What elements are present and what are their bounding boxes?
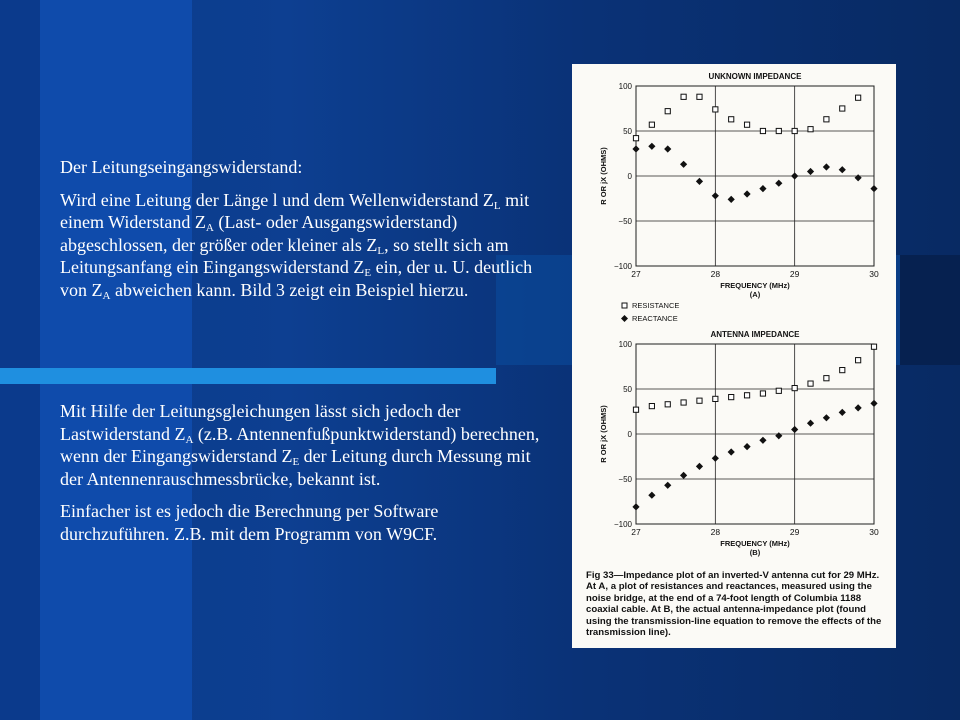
legend-resistance-label: RESISTANCE — [632, 301, 680, 310]
impedance-charts — [572, 64, 896, 564]
chart1-ytick-label: 0 — [627, 172, 632, 181]
chart2-reactance-point — [664, 482, 671, 489]
chart1-ylabel: R OR jX (OHMS) — [599, 147, 608, 205]
chart2-ytick-label: 0 — [627, 430, 632, 439]
chart1-resistance-point — [808, 127, 813, 132]
chart2-xtick-label: 28 — [710, 527, 721, 537]
chart2-resistance-point — [744, 393, 749, 398]
chart1-sublabel: (A) — [749, 290, 761, 299]
chart1-reactance-point — [759, 185, 766, 192]
chart1-reactance-point — [839, 166, 846, 173]
chart2-xtick-label: 30 — [869, 527, 879, 537]
chart1-reactance-point — [680, 161, 687, 168]
chart1-resistance-point — [681, 94, 686, 99]
chart1-resistance-point — [649, 122, 654, 127]
paragraph-2: Mit Hilfe der Leitungsgleichungen lässt sich jedoch der Lastwiderstand $Z_A$ (z.B. Antennenfußpunktwiderstand) berechnen, wenn der Eingangswiderstand $Z_E$ der Leitung durch Messung mit der Antennenrauschmessbrücke, bekannt ist. — [60, 401, 540, 489]
chart1-resistance-point — [697, 94, 702, 99]
impedance-figure — [572, 64, 896, 648]
chart1-xtick-label: 27 — [631, 269, 641, 279]
chart2-ytick-label: −50 — [618, 475, 632, 484]
chart2-reactance-point — [680, 472, 687, 479]
chart2-reactance-point — [807, 420, 814, 427]
chart1-resistance-point — [744, 122, 749, 127]
text-block-intro — [60, 156, 550, 311]
chart1-resistance-point — [824, 117, 829, 122]
chart1-reactance-point — [712, 192, 719, 199]
chart2-resistance-point — [824, 376, 829, 381]
chart1-xlabel: FREQUENCY (MHz) — [720, 281, 790, 290]
chart2-reactance-point — [648, 492, 655, 499]
paragraph-1: Wird eine Leitung der Länge l und dem Wellenwiderstand $Z_L$ mit einem Widerstand $Z_A$ (Last- oder Ausgangswiderstand) abgeschlossen, der größer oder kleiner als $Z_L$, so stellt sich am Leitungsanfang ein Eingangswiderstand $Z_E$ ein, der u. U. deutlich von $Z_A$ abweichen kann. Bild 3 zeigt ein Beispiel hierzu. — [60, 189, 533, 302]
chart2-resistance-point — [713, 396, 718, 401]
chart1-ytick-label: 50 — [623, 127, 632, 136]
chart1-ytick-label: −100 — [613, 262, 632, 271]
chart2-resistance-point — [697, 398, 702, 403]
chart1-resistance-point — [729, 117, 734, 122]
chart2-resistance-point — [856, 358, 861, 363]
chart2-reactance-point — [696, 463, 703, 470]
chart2-ytick-label: 100 — [618, 340, 632, 349]
chart2-resistance-point — [792, 386, 797, 391]
chart2-ytick-label: −100 — [613, 520, 632, 529]
background-band-left — [0, 0, 40, 720]
chart2-ytick-label: 50 — [623, 385, 632, 394]
legend-reactance-marker — [621, 315, 628, 322]
chart2-resistance-point — [649, 404, 654, 409]
chart1-resistance-point — [840, 106, 845, 111]
heading: Der Leitungseingangswiderstand: — [60, 157, 303, 177]
chart2-resistance-point — [665, 402, 670, 407]
chart2-reactance-point — [632, 503, 639, 510]
background-band — [40, 0, 192, 720]
chart1-reactance-point — [664, 145, 671, 152]
chart1-ytick-label: 100 — [618, 82, 632, 91]
chart2-reactance-point — [870, 400, 877, 407]
chart2-title: ANTENNA IMPEDANCE — [710, 330, 800, 339]
chart1-resistance-point — [776, 128, 781, 133]
chart2-reactance-point — [855, 404, 862, 411]
chart1-reactance-point — [728, 196, 735, 203]
chart2-reactance-point — [823, 414, 830, 421]
chart2-sublabel: (B) — [749, 548, 761, 557]
chart1-reactance-point — [791, 172, 798, 179]
chart2-reactance-point — [728, 448, 735, 455]
chart2-xtick-label: 29 — [789, 527, 800, 537]
chart2-reactance-point — [712, 455, 719, 462]
chart2-reactance-point — [759, 437, 766, 444]
chart2-reactance-point — [743, 443, 750, 450]
chart2-xlabel: FREQUENCY (MHz) — [720, 539, 790, 548]
chart1-resistance-point — [856, 95, 861, 100]
chart1-reactance-point — [855, 174, 862, 181]
chart1-ytick-label: −50 — [618, 217, 632, 226]
chart2-resistance-point — [760, 391, 765, 396]
chart2-resistance-point — [871, 344, 876, 349]
chart2-reactance-point — [791, 426, 798, 433]
chart2-reactance-point — [775, 432, 782, 439]
chart1-resistance-point — [633, 136, 638, 141]
chart1-xtick-label: 29 — [789, 269, 800, 279]
figure-caption: Fig 33—Impedance plot of an inverted-V antenna cut for 29 MHz. At A, a plot of resistances and reactances, measured using the noise bridge, at the end of a 74-foot length of Columbia 1188 coaxial cable. At B, the actual antenna-impedance plot (found using the transmission-line equation to remove the effects of the transmission line). — [586, 570, 882, 639]
chart1-reactance-point — [696, 178, 703, 185]
chart1-xtick-label: 30 — [869, 269, 879, 279]
chart1-resistance-point — [665, 109, 670, 114]
chart2-resistance-point — [808, 381, 813, 386]
chart1-reactance-point — [632, 145, 639, 152]
background-band-dark — [900, 255, 960, 365]
divider-bar — [0, 368, 496, 384]
chart2-resistance-point — [840, 368, 845, 373]
chart2-reactance-point — [839, 409, 846, 416]
chart2-resistance-point — [633, 407, 638, 412]
chart1-reactance-point — [823, 163, 830, 170]
chart2-xtick-label: 27 — [631, 527, 641, 537]
chart1-title: UNKNOWN IMPEDANCE — [708, 72, 802, 81]
chart1-resistance-point — [760, 128, 765, 133]
chart2-resistance-point — [681, 400, 686, 405]
chart2-resistance-point — [776, 388, 781, 393]
chart1-reactance-point — [743, 190, 750, 197]
chart1-xtick-label: 28 — [710, 269, 721, 279]
chart2-resistance-point — [729, 395, 734, 400]
chart2-ylabel: R OR jX (OHMS) — [599, 405, 608, 463]
chart1-reactance-point — [648, 143, 655, 150]
chart1-reactance-point — [807, 168, 814, 175]
chart1-resistance-point — [713, 107, 718, 112]
text-block-method — [60, 400, 550, 555]
legend-reactance-label: REACTANCE — [632, 314, 678, 323]
chart1-resistance-point — [792, 128, 797, 133]
legend-resistance-marker — [622, 303, 627, 308]
chart1-reactance-point — [870, 185, 877, 192]
paragraph-3: Einfacher ist es jedoch die Berechnung per Software durchzuführen. Z.B. mit dem Programm von W9CF. — [60, 501, 439, 544]
chart1-reactance-point — [775, 180, 782, 187]
